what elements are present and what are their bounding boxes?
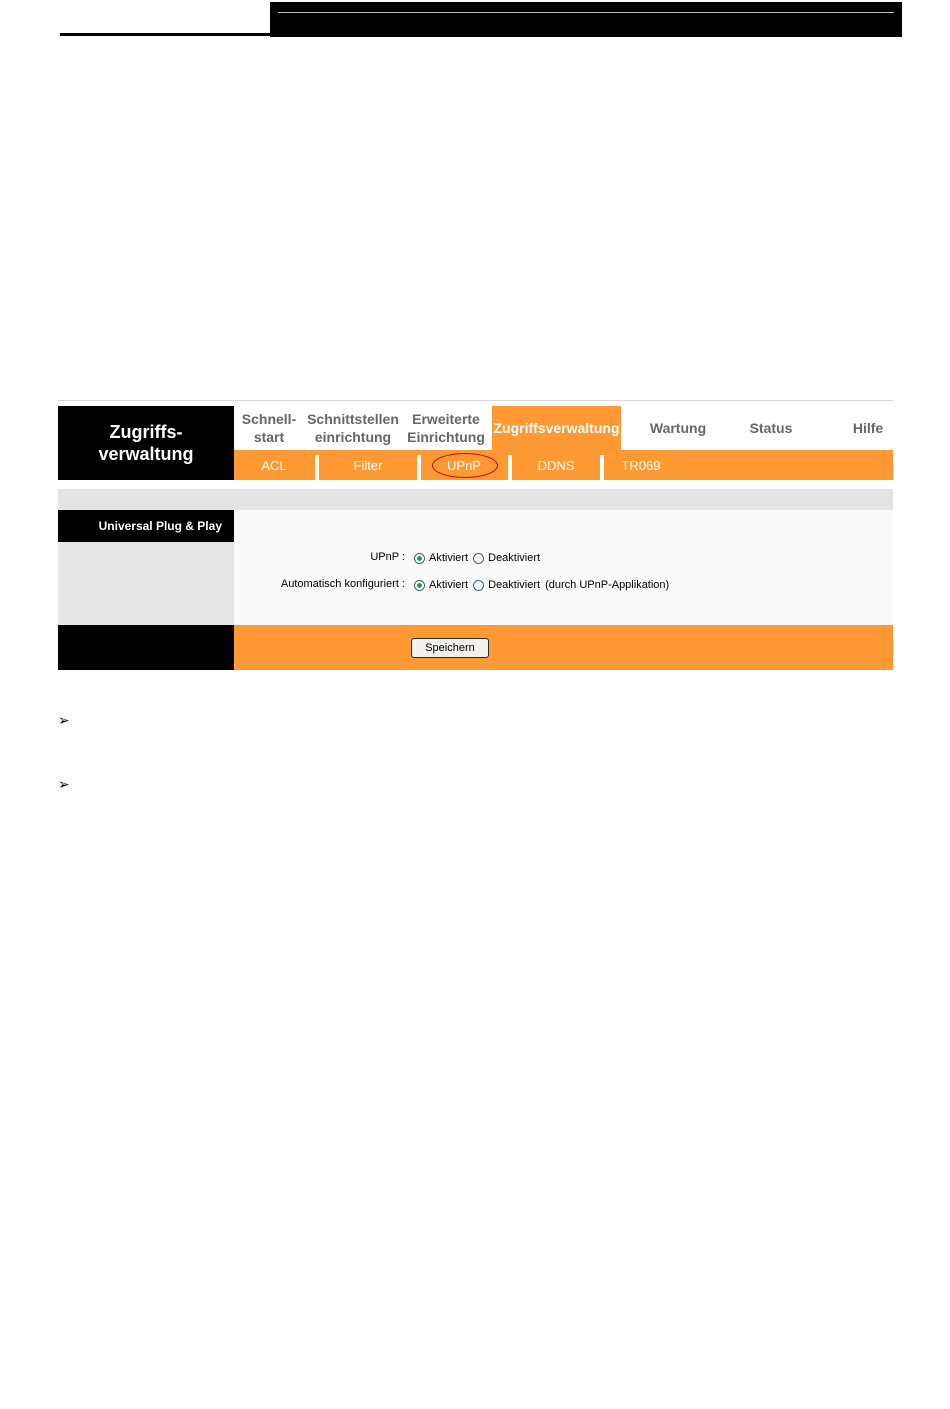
footer-left xyxy=(58,625,234,670)
section-title-label: Universal Plug & Play xyxy=(98,519,222,533)
autoconf-note: (durch UPnP-Applikation) xyxy=(545,579,670,591)
nav-label: Einrichtung xyxy=(407,429,485,445)
nav-label: Erweiterte xyxy=(412,411,480,427)
nav-label: Wartung xyxy=(649,420,707,436)
autoconf-label: Automatisch konfiguriert : xyxy=(280,578,405,590)
section-logo xyxy=(58,406,234,480)
subnav-item-acl[interactable] xyxy=(234,450,314,480)
page-header-line xyxy=(60,33,270,36)
nav-label: Zugriffsverwaltung xyxy=(493,420,620,436)
nav-item-status[interactable] xyxy=(729,406,813,450)
nav-item-zugriffsverwaltung[interactable] xyxy=(492,406,621,450)
nav-label: Hilfe xyxy=(852,420,884,436)
ui-top-rule xyxy=(58,400,893,401)
sub-nav xyxy=(234,450,893,480)
upnp-radio-off[interactable] xyxy=(473,553,484,564)
nav-label: Schnittstellen xyxy=(307,411,399,427)
nav-label: start xyxy=(253,429,285,445)
nav-item-hilfe[interactable] xyxy=(833,406,903,450)
autoconf-radio-off[interactable] xyxy=(473,580,484,591)
subnav-label: Filter xyxy=(353,457,383,473)
nav-item-schnittstellen[interactable] xyxy=(304,406,402,450)
upnp-option-off-label[interactable]: Deaktiviert xyxy=(488,552,541,564)
bullet-icon: ➢ xyxy=(58,776,70,792)
autoconf-option-on-label[interactable]: Aktiviert xyxy=(429,579,469,591)
autoconf-option-off-label[interactable]: Deaktiviert xyxy=(488,579,541,591)
upnp-row xyxy=(234,548,893,568)
page-header-bar xyxy=(270,2,902,37)
logo-line-1: Zugriffs- xyxy=(109,422,183,442)
nav-label: Schnell- xyxy=(241,411,297,427)
upnp-radio-on[interactable] xyxy=(414,553,425,564)
autoconf-options xyxy=(414,575,669,595)
subnav-label: ACL xyxy=(261,457,287,473)
nav-item-schnellstart[interactable] xyxy=(234,406,304,450)
nav-label: einrichtung xyxy=(314,429,392,445)
autoconf-row xyxy=(234,575,893,595)
subnav-label: DDNS xyxy=(537,457,575,473)
section-title xyxy=(58,510,234,542)
autoconf-radio-on[interactable] xyxy=(414,580,425,591)
subnav-item-upnp[interactable] xyxy=(421,450,507,480)
grey-strip xyxy=(58,489,893,510)
nav-item-erweiterte[interactable] xyxy=(402,406,490,450)
bullet-icon: ➢ xyxy=(58,712,70,728)
upnp-label: UPnP : xyxy=(370,551,405,563)
subnav-item-filter[interactable] xyxy=(319,450,417,480)
form-content xyxy=(234,510,893,625)
save-button[interactable]: Speichern xyxy=(411,638,489,658)
main-nav xyxy=(234,406,893,450)
upnp-options xyxy=(414,548,540,568)
nav-label: Status xyxy=(749,420,793,436)
subnav-item-ddns[interactable] xyxy=(512,450,600,480)
subnav-label: UPnP xyxy=(447,457,481,473)
upnp-option-on-label[interactable]: Aktiviert xyxy=(429,552,469,564)
footer-bar xyxy=(234,625,893,670)
nav-item-wartung[interactable] xyxy=(631,406,725,450)
page-header-rule xyxy=(278,12,894,13)
subnav-label: TR069 xyxy=(621,457,661,473)
subnav-item-tr069[interactable] xyxy=(604,450,678,480)
logo-line-2: verwaltung xyxy=(98,444,194,464)
